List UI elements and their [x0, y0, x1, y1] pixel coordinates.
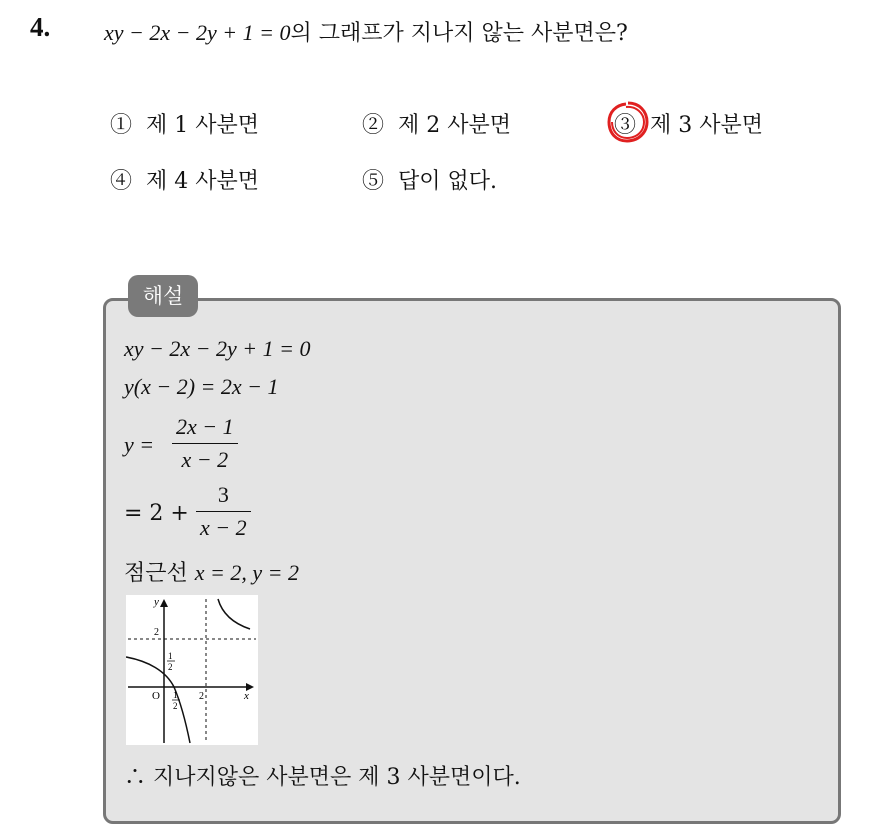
graph-y-label: y [154, 596, 159, 608]
question-number: 4. [30, 12, 51, 42]
fraction-2-bar [196, 511, 251, 512]
choice-1-label: 제 1 사분면 [146, 113, 260, 138]
question-equation: xy − 2x − 2y + 1 = 0 [104, 20, 291, 45]
solution-tag: 해설 [128, 275, 198, 317]
choice-2-mark: ② [362, 113, 385, 138]
fraction-1-bar [172, 443, 238, 444]
choice-5-mark: ⑤ [362, 169, 385, 194]
choice-5[interactable] [362, 164, 497, 195]
solution-conclusion: ∴ 지나지않은 사분면은 제 3 사분면이다. [124, 765, 521, 790]
asymptote-word: 점근선 [124, 561, 188, 586]
graph-y-tick-half-den: 2 [168, 662, 173, 672]
choice-3-mark: ③ [614, 113, 637, 138]
choice-2[interactable] [362, 108, 511, 139]
hyperbola-right-branch [218, 599, 250, 629]
choice-3-label: 제 3 사분면 [650, 113, 764, 138]
graph-origin-label: O [152, 690, 160, 702]
choice-1-mark: ① [110, 113, 133, 138]
choice-1[interactable] [110, 108, 259, 139]
choice-2-label: 제 2 사분면 [398, 113, 512, 138]
fraction-2-numerator: 3 [217, 482, 229, 507]
graph-y-arrow [160, 599, 168, 607]
selected-answer-circle [606, 100, 650, 144]
question-text [104, 16, 628, 47]
solution-line-3-lhs: y = [124, 432, 155, 457]
hyperbola-graph [126, 595, 258, 745]
graph-y-tick-2: 2 [154, 627, 159, 638]
question-body: 의 그래프가 지나지 않는 사분면은? [290, 21, 628, 46]
graph-x-tick-half-den: 2 [173, 701, 178, 711]
solution-fraction-1 [172, 414, 238, 473]
asymptote-equation: x = 2, y = 2 [194, 560, 299, 585]
fraction-1-numerator: 2x − 1 [176, 414, 234, 439]
graph-y-tick-half-num: 1 [168, 651, 173, 661]
graph-x-tick-half-num: 1 [173, 690, 178, 700]
solution-line-2: y(x − 2) = 2x − 1 [124, 374, 279, 399]
choice-4-label: 제 4 사분면 [146, 169, 260, 194]
choice-5-label: 답이 없다. [398, 169, 498, 194]
choice-4[interactable] [110, 164, 259, 195]
choice-4-mark: ④ [110, 169, 133, 194]
solution-line-4-lhs: = 2 + [124, 501, 189, 526]
solution-fraction-2 [196, 482, 251, 541]
fraction-1-denominator: x − 2 [181, 447, 229, 472]
solution-line-1: xy − 2x − 2y + 1 = 0 [124, 336, 311, 361]
graph-x-tick-2: 2 [199, 691, 204, 702]
graph-x-label: x [244, 690, 249, 702]
solution-asymptote [124, 556, 299, 587]
fraction-2-denominator: x − 2 [200, 515, 247, 540]
